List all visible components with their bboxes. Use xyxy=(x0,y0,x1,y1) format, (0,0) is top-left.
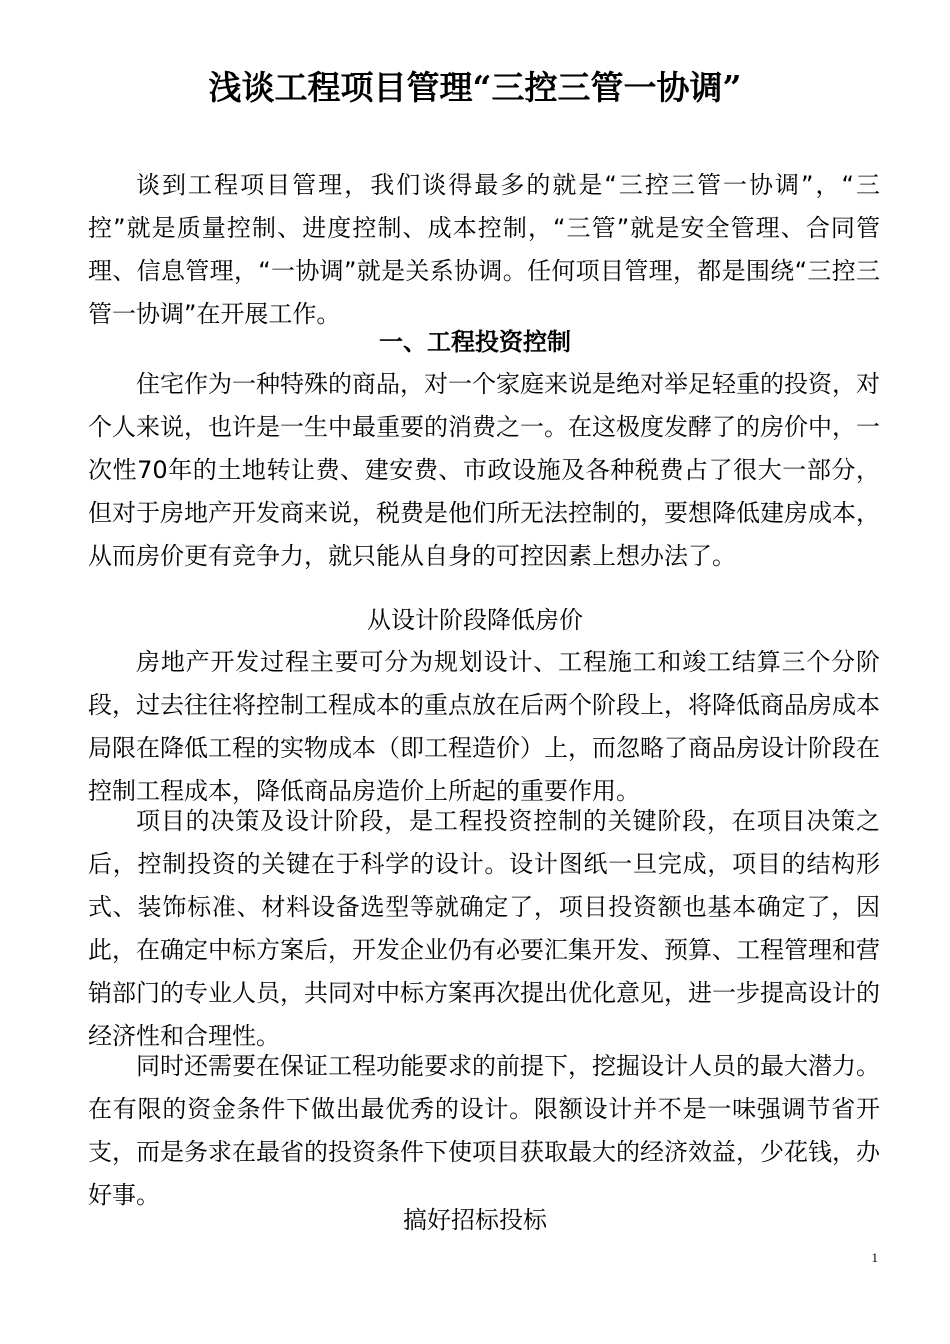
design-stage-paragraph-1: 房地产开发过程主要可分为规划设计、工程施工和竣工结算三个分阶段，过去往往将控制工程成本的重点放在后两个阶段上，将降低商品房成本局限在降低工程的实物成本（即工程造价）上，而忽略了商品房设计阶段在控制工程成本，降低商品房造价上所起的重要作用。 xyxy=(88,648,880,805)
subheading-bidding: 搞好招标投标 xyxy=(403,1206,547,1234)
section1-paragraph: 住宅作为一种特殊的商品，对一个家庭来说是绝对举足轻重的投资，对个人来说，也许是一生中最重要的消费之一。在这极度发酵了的房价中，一次性70年的土地转让费、建安费、市政设施及各种税费占了很大一部分，但对于房地产开发商来说，税费是他们所无法控制的，要想降低建房成本，从而房价更有竞争力，就只能从自身的可控因素上想办法了。 xyxy=(88,370,880,570)
section-heading-investment-control: 一、工程投资控制 xyxy=(379,328,571,356)
page-number: 1 xyxy=(871,1250,878,1265)
intro-paragraph: 谈到工程项目管理，我们谈得最多的就是“三控三管一协调”，“三控”就是质量控制、进度控制、成本控制，“三管”就是安全管理、合同管理、信息管理，“一协调”就是关系协调。任何项目管理，都是围绕“三控三管一协调”在开展工作。 xyxy=(88,171,880,328)
subheading-design-stage: 从设计阶段降低房价 xyxy=(367,606,583,634)
design-stage-paragraph-2: 项目的决策及设计阶段，是工程投资控制的关键阶段，在项目决策之后，控制投资的关键在于科学的设计。设计图纸一旦完成，项目的结构形式、装饰标准、材料设备选型等就确定了，项目投资额也基本确定了，因此，在确定中标方案后，开发企业仍有必要汇集开发、预算、工程管理和营销部门的专业人员，共同对中标方案再次提出优化意见，进一步提高设计的经济性和合理性。 xyxy=(88,807,880,1050)
design-stage-paragraph-3: 同时还需要在保证工程功能要求的前提下，挖掘设计人员的最大潜力。在有限的资金条件下做出最优秀的设计。限额设计并不是一味强调节省开支，而是务求在最省的投资条件下使项目获取最大的经济效益，少花钱，办好事。 xyxy=(88,1052,880,1209)
document-title: 浅谈工程项目管理“三控三管一协调” xyxy=(208,68,742,107)
